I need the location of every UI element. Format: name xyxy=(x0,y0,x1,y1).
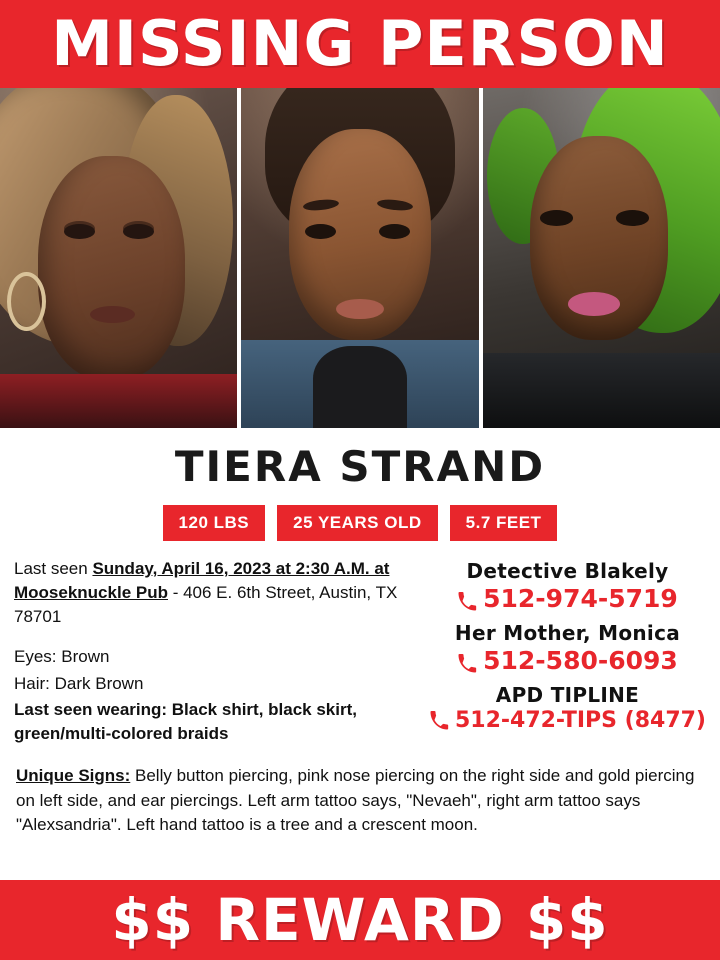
last-seen-line xyxy=(14,557,419,629)
unique-signs xyxy=(0,748,720,838)
photo-left-light-brown-braids xyxy=(0,88,237,428)
physical-description xyxy=(14,645,419,746)
photo-strip xyxy=(0,88,720,428)
unique-signs-label: Unique Signs: xyxy=(16,765,131,785)
contact-list xyxy=(429,557,706,748)
eyes-line: Eyes: Brown xyxy=(14,647,110,667)
contact-name-tipline: APD TIPLINE xyxy=(495,683,640,707)
contact-phone-detective-number: 512-974-5719 xyxy=(483,584,678,613)
stat-chip-row xyxy=(0,505,720,541)
last-seen-suffix: - 406 E. 6th Street, Austin, TX 78701 xyxy=(14,583,398,627)
last-seen-prefix: Last seen xyxy=(14,559,93,578)
contact-phone-mother[interactable] xyxy=(429,646,706,675)
contact-phone-tipline[interactable] xyxy=(429,708,706,733)
stat-chip-height: 5.7 FEET xyxy=(450,505,558,541)
photo-center-denim-jacket xyxy=(241,88,478,428)
contact-phone-mother-number: 512-580-6093 xyxy=(483,646,678,675)
hair-line: Hair: Dark Brown xyxy=(14,673,144,693)
phone-icon xyxy=(457,589,477,609)
unique-signs-text: Belly button piercing, pink nose piercing on the right side and gold piercing on left side, and ear piercings. Left arm tattoo says, "Nevaeh", right arm tattoo says "Alexsandria". Left hand tattoo is a tree and a crescent moon. xyxy=(16,765,695,835)
wearing-line: Last seen wearing: Black shirt, black skirt, green/multi-colored braids xyxy=(14,699,357,743)
banner-reward: $$ REWARD $$ xyxy=(0,880,720,960)
contact-name-mother: Her Mother, Monica xyxy=(454,621,681,645)
photo-right-green-braids xyxy=(483,88,720,428)
phone-icon xyxy=(457,651,477,671)
person-name: TIERA STRAND xyxy=(174,442,546,491)
details-section xyxy=(0,541,720,748)
banner-missing-person: MISSING PERSON xyxy=(0,0,720,88)
stat-chip-age: 25 YEARS OLD xyxy=(277,505,438,541)
contact-phone-tipline-number: 512-472-TIPS (8477) xyxy=(454,708,706,733)
last-seen-underlined: Sunday, April 16, 2023 at 2:30 A.M. at Mooseknuckle Pub xyxy=(14,559,390,603)
contact-phone-detective[interactable] xyxy=(429,584,706,613)
contact-name-detective: Detective Blakely xyxy=(466,559,669,583)
phone-icon xyxy=(429,711,449,731)
stat-chip-weight: 120 LBS xyxy=(163,505,266,541)
last-seen-details xyxy=(14,557,419,748)
